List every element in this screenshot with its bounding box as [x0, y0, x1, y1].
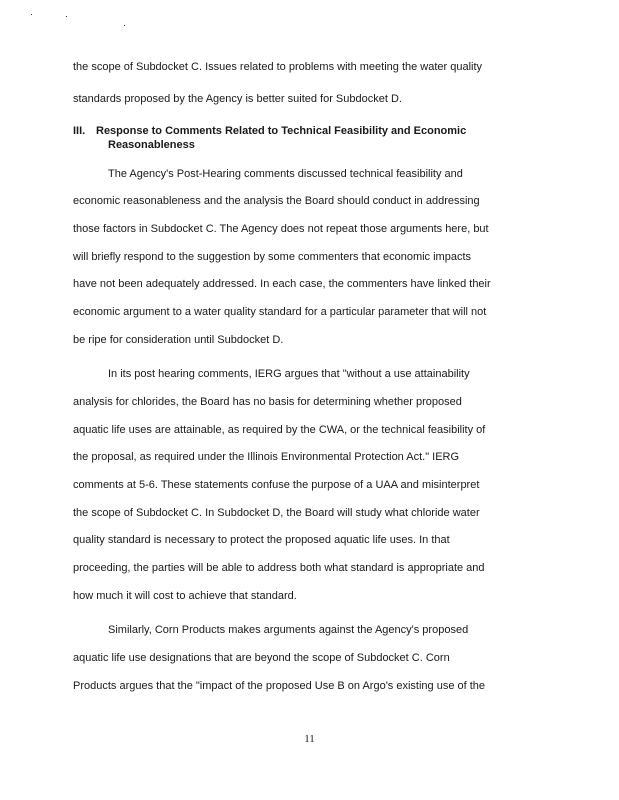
text-line: Similarly, Corn Products makes arguments against the Agency's proposed [108, 624, 469, 636]
scan-speck [31, 14, 32, 15]
section-number: III. [73, 125, 86, 137]
text-line: economic argument to a water quality standard for a particular parameter that will not [73, 306, 487, 318]
text-line: economic reasonableness and the analysis the Board should conduct in addressing [73, 195, 480, 207]
text-line: will briefly respond to the suggestion by some commenters that economic impacts [73, 251, 472, 263]
page-number: 11 [304, 733, 315, 745]
section-title-line-2: Reasonableness [108, 139, 195, 151]
text-line: those factors in Subdocket C. The Agency does not repeat those arguments here, but [73, 223, 489, 235]
text-line: The Agency's Post-Hearing comments discussed technical feasibility and [108, 168, 463, 180]
text-line: Products argues that the "impact of the proposed Use B on Argo's existing use of the [73, 680, 486, 692]
text-line: standards proposed by the Agency is better suited for Subdocket D. [73, 93, 402, 105]
text-line: In its post hearing comments, IERG argues that "without a use attainability [108, 368, 470, 380]
text-line: quality standard is necessary to protect the proposed aquatic life uses. In that [73, 534, 450, 546]
text-line: the scope of Subdocket C. Issues related to problems with meeting the water quality [73, 61, 483, 73]
text-line: be ripe for consideration until Subdocket D. [73, 334, 284, 346]
text-line: how much it will cost to achieve that standard. [73, 590, 297, 602]
text-line: have not been adequately addressed. In each case, the commenters have linked their [73, 278, 491, 290]
text-line: comments at 5-6. These statements confuse the purpose of a UAA and misinterpret [73, 479, 480, 491]
text-line: aquatic life use designations that are beyond the scope of Subdocket C. Corn [73, 652, 450, 664]
scan-speck [66, 16, 67, 17]
scan-speck [124, 25, 125, 26]
text-line: the scope of Subdocket C. In Subdocket D, the Board will study what chloride water [73, 507, 480, 519]
text-line: aquatic life uses are attainable, as required by the CWA, or the technical feasibility of [73, 424, 486, 436]
text-line: analysis for chlorides, the Board has no basis for determining whether proposed [73, 396, 462, 408]
text-line: proceeding, the parties will be able to address both what standard is appropriate and [73, 562, 485, 574]
text-line: the proposal, as required under the Illinois Environmental Protection Act." IERG [73, 451, 460, 463]
section-title-line-1: Response to Comments Related to Technical Feasibility and Economic [96, 125, 467, 137]
